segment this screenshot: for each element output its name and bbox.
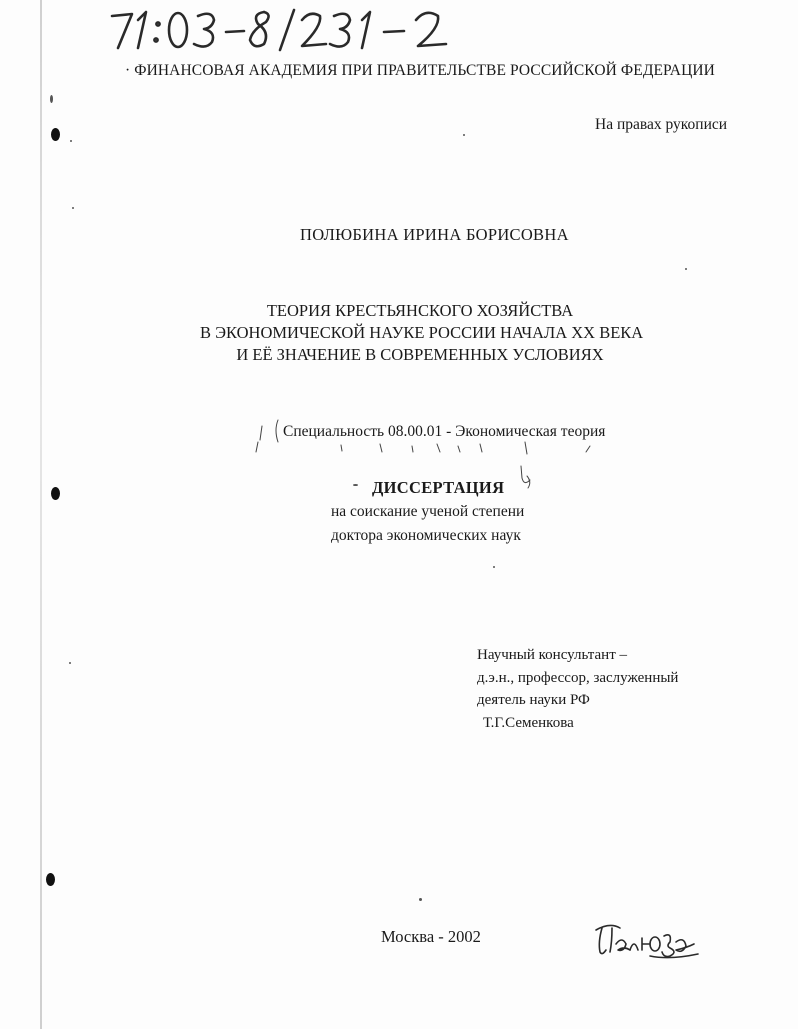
scan-speck [685,268,687,270]
consultant-title: деятель науки РФ [477,692,590,708]
specialty-line: Специальность 08.00.01 - Экономическая теория [283,423,606,440]
handwritten-signature [590,916,700,964]
dissertation-title [200,300,644,366]
scan-speck [463,134,465,136]
scan-speck [50,95,53,103]
degree-line: доктора экономических наук [331,527,521,544]
consultant-block [477,644,678,734]
handwritten-archive-code [108,6,468,52]
scan-speck [70,140,72,142]
title-line: ТЕОРИЯ КРЕСТЬЯНСКОГО ХОЗЯЙСТВА [266,301,574,320]
scan-speck [493,566,495,568]
consultant-title: д.э.н., профессор, заслуженный [477,669,679,686]
consultant-label: Научный консультант – [477,647,627,663]
punch-hole-mark [51,487,60,500]
document-type: ДИССЕРТАЦИЯ [372,478,505,497]
institution-name: · ФИНАНСОВАЯ АКАДЕМИЯ ПРИ ПРАВИТЕЛЬСТВЕ РОССИЙСКОЙ ФЕДЕРАЦИИ [125,62,715,79]
degree-line: на соискание ученой степени [331,503,525,520]
scan-speck [72,207,74,209]
scan-edge-line [40,0,42,1029]
punch-hole-mark [51,128,60,141]
place-and-year: Москва - 2002 [381,927,481,946]
scan-speck [353,484,358,486]
rights-note: На правах рукописи [595,116,728,133]
scan-speck [419,898,422,901]
author-name: ПОЛЮБИНА ИРИНА БОРИСОВНА [300,225,569,244]
punch-hole-mark [46,873,55,886]
consultant-name: Т.Г.Семенкова [483,714,574,731]
title-line: И ЕЁ ЗНАЧЕНИЕ В СОВРЕМЕННЫХ УСЛОВИЯХ [236,345,604,364]
title-line: В ЭКОНОМИЧЕСКОЙ НАУКЕ РОССИИ НАЧАЛА XX ВЕКА [200,323,644,342]
scan-speck [69,662,71,664]
